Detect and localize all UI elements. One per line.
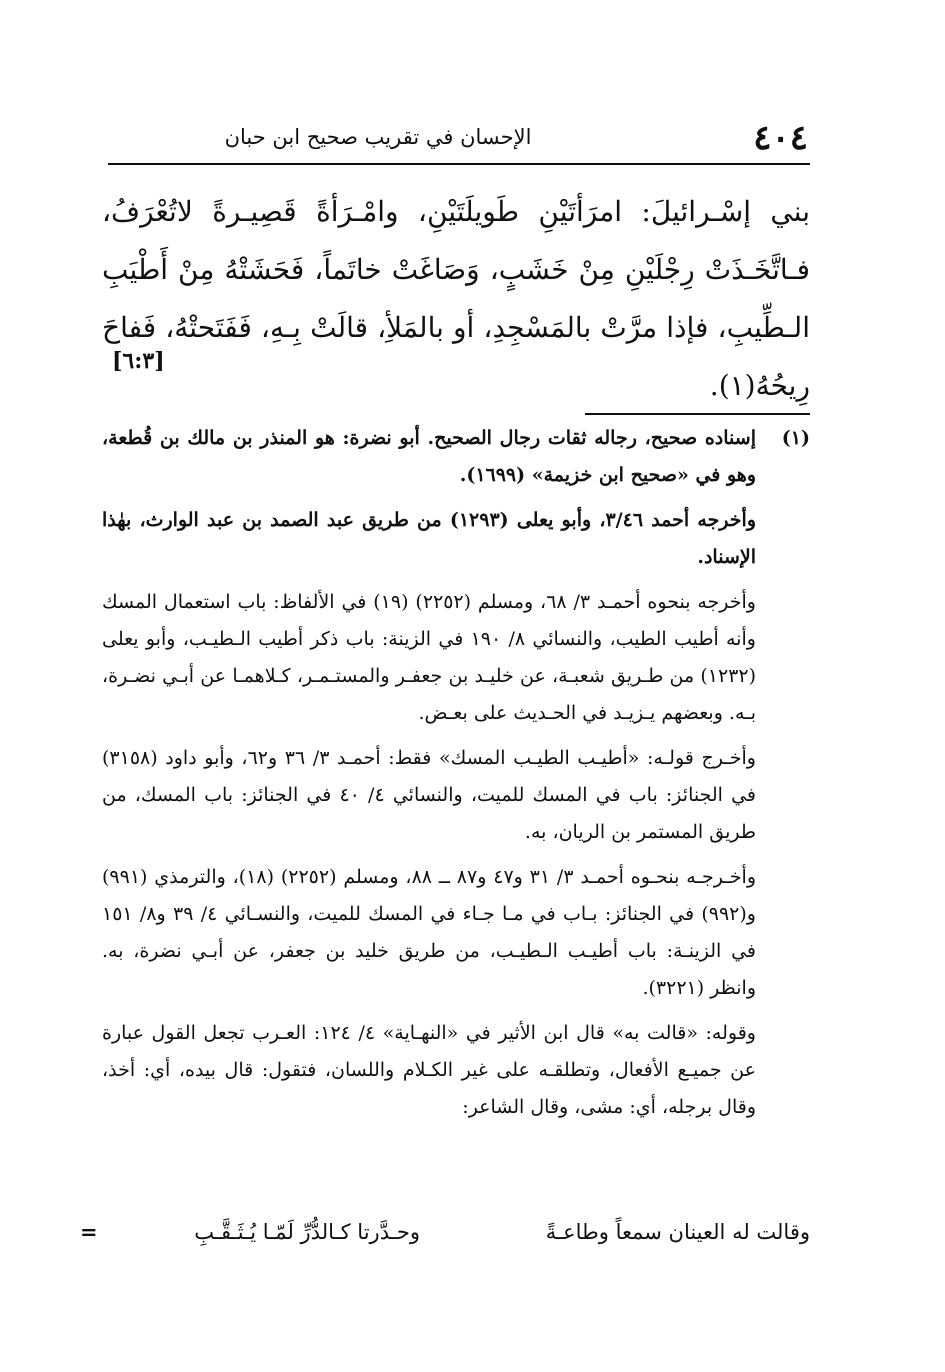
footnote-number: (١) — [781, 427, 810, 449]
header-divider — [108, 163, 810, 165]
footnote-paragraph: وأخرجه بنحوه أحمـد ٣/ ٦٨، ومسلم (٢٢٥٢) (١٩) في الألفاظ: باب استعمال المسك وأنه أطيب الطيب، والنسائي ٨/ ١٩٠ في الزينة: باب ذكر أطيب الـطيـب، وأبو يعلى (١٢٣٢) من طـريق شعبـة، عن خليـد بن جعفـر والمستـمـر، كـلاهمـا عن أبـي نضـرة، بـه. وبعضهم يـزيـد في الحـديث على بعـض. — [102, 591, 756, 724]
verse-first-hemistich: وقالت له العينان سمعاً وطاعـةً — [545, 1220, 810, 1244]
page-number: ٤٠٤ — [753, 118, 808, 158]
footnote-paragraph: وقوله: «قالت به» قال ابن الأثير في «النهـاية» ٤/ ١٢٤: العـرب تجعل القول عبارة عن جميـع الأفعال، وتطلقـه على غير الكـلام واللسان، فتقول: قال بيده، أي: أخذ، وقال برجله، أي: مشى، وقال الشاعر: — [102, 1022, 756, 1118]
footnote-1 — [102, 420, 810, 1126]
running-title: الإحسان في تقريب صحيح ابن حبان — [224, 125, 532, 149]
footnote-paragraph: وأخـرج قولـه: «أطيـب الطيـب المسك» فقط: أحمـد ٣/ ٣٦ و٦٢، وأبو داود (٣١٥٨) في الجنائز: باب في المسك للميت، والنسائي ٤/ ٤٠ في الجنائز: باب المسك، من طريق المستمر بن الريان، به. — [102, 747, 757, 843]
page-header — [108, 118, 808, 164]
footnote-divider — [585, 413, 810, 415]
hadith-text: بني إسْـرائيلَ: امرَأتَيْنِ طَويلَتَيْنِ، وامْـرَأةً قَصِيـرةً لاتُعْرَفُ، فـاتَّخَـذَتْ رِجْلَيْنِ مِنْ خَشَبٍ، وَصَاغَتْ خاتَماً، فَحَشَتْهُ مِنْ أَطْيَبِ الـطِّيبِ، فإذا مرَّتْ بالمَسْجِدِ، أو بالمَلأِ، قالَتْ بِـهِ، فَفَتَحتْهُ، فَفاحَ رِيحُهُ(١). — [102, 195, 810, 402]
continuation-mark: = — [80, 1219, 98, 1244]
reference-mark: [٦:٣] — [112, 348, 165, 374]
verse-second-hemistich: وحـدَّرتا كـالدُّرِّ لَمّـا يُـثَـقَّـبِ — [194, 1220, 420, 1244]
footnote-paragraph: وأخرجه أحمد ٣/٤٦، وأبو يعلى (١٢٩٣) من طريق عبد الصمد بن عبد الوارث، بهٰذا الإسناد. — [102, 509, 756, 568]
footnote-paragraph: وأخـرجـه بنحـوه أحمـد ٣/ ٣١ و٤٧ و٨٧ ــ ٨٨، ومسلم (٢٢٥٢) (١٨)، والترمذي (٩٩١) و(٩٩٢) في الجنائز: بـاب في مـا جـاء في المسك للميت، والنسـائي ٤/ ٣٩ و٨/ ١٥١ في الزينـة: باب أطيـب الـطيـب، من طريق خليد بن جعفر، عن أبـي نضرة، به. وانظر (٣٢٢١). — [102, 866, 756, 999]
footnotes — [102, 420, 810, 1134]
footnote-paragraph: إسناده صحيح، رجاله ثقات رجال الصحيح. أبو نضرة: هو المنذر بن مالك بن قُطعة، وهو في «صحيح ابن خزيمة» (١٦٩٩). — [102, 427, 756, 486]
poetry-verse — [80, 1212, 810, 1252]
